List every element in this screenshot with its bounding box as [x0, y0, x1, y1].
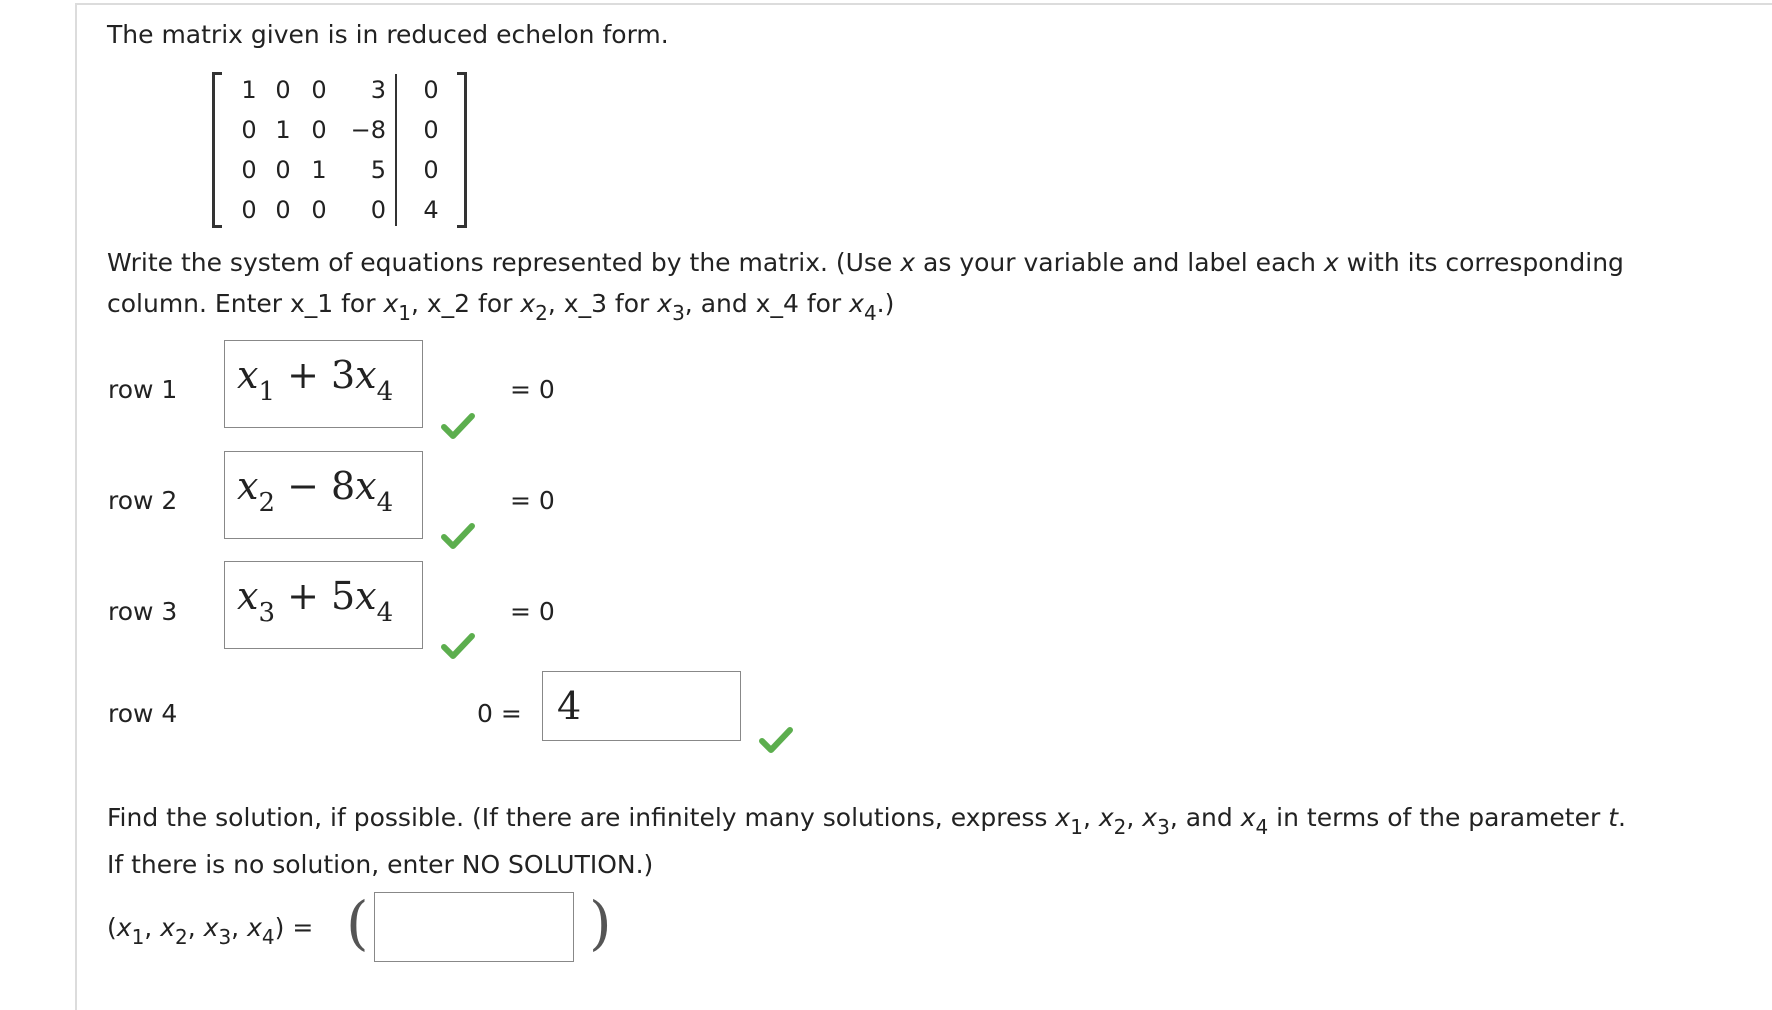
row-3-answer-value: $x_3 + 5x_4$ — [237, 574, 394, 628]
row-1-answer-input[interactable] — [224, 340, 423, 428]
matrix-cell: 0 — [423, 116, 439, 144]
matrix-cell: 0 — [241, 116, 257, 144]
intro-text: The matrix given is in reduced echelon form. — [107, 20, 669, 49]
matrix-cell: 1 — [275, 116, 291, 144]
check-icon — [441, 632, 475, 660]
solution-input[interactable] — [374, 892, 574, 962]
solution-lhs: ($x_1$, $x_2$, $x_3$, $x_4$) = — [107, 913, 314, 949]
row-2-label: row 2 — [108, 486, 178, 515]
matrix-cell: 0 — [423, 76, 439, 104]
instructions-line-2: column. Enter x_1 for $x_1$, x_2 for $x_2$, x_3 for $x_3$, and x_4 for $x_4$.) — [107, 289, 895, 325]
solution-prompt-line-1: Find the solution, if possible. (If there are infinitely many solutions, express $x_1$, $x_2$, $x_3$, and $x_4$ in terms of the parameter t. — [107, 803, 1626, 839]
matrix-cell: 0 — [275, 156, 291, 184]
matrix-cell: 0 — [241, 156, 257, 184]
matrix-cell: 0 — [275, 76, 291, 104]
row-2-answer-value: $x_2 - 8x_4$ — [237, 464, 394, 518]
row-4-answer-value: 4 — [557, 684, 582, 728]
matrix-cell: 0 — [370, 196, 386, 224]
matrix-cell: 0 — [311, 196, 327, 224]
row-2-answer-input[interactable] — [224, 451, 423, 539]
matrix-left-bracket — [212, 72, 222, 228]
row-4-label: row 4 — [108, 699, 178, 728]
matrix-cell: −8 — [350, 116, 386, 144]
augmented-matrix — [212, 72, 468, 228]
matrix-cell: 5 — [370, 156, 386, 184]
matrix-cell: 3 — [370, 76, 386, 104]
matrix-cell: 4 — [423, 196, 439, 224]
matrix-cell: 0 — [311, 76, 327, 104]
row-4-answer-input[interactable] — [542, 671, 741, 741]
row-1-answer-value: $x_1 + 3x_4$ — [237, 353, 394, 407]
solution-close-paren: ) — [589, 889, 612, 957]
row-3-label: row 3 — [108, 597, 178, 626]
check-icon — [441, 412, 475, 440]
left-divider — [75, 3, 77, 1010]
matrix-cell: 1 — [311, 156, 327, 184]
matrix-right-bracket — [457, 72, 467, 228]
row-3-rhs: = 0 — [510, 597, 555, 626]
matrix-augment-divider — [395, 74, 397, 226]
instructions-line-1: Write the system of equations represented by the matrix. (Use x as your variable and label each x with its corresponding — [107, 248, 1624, 277]
row-1-rhs: = 0 — [510, 375, 555, 404]
top-divider — [76, 3, 1772, 5]
matrix-cell: 0 — [275, 196, 291, 224]
matrix-cell: 0 — [423, 156, 439, 184]
check-icon — [759, 726, 793, 754]
row-2-rhs: = 0 — [510, 486, 555, 515]
row-4-lhs: 0 = — [477, 699, 522, 728]
matrix-cell: 0 — [311, 116, 327, 144]
solution-open-paren: ( — [346, 889, 369, 957]
row-1-label: row 1 — [108, 375, 178, 404]
row-3-answer-input[interactable] — [224, 561, 423, 649]
matrix-cell: 1 — [241, 76, 257, 104]
solution-prompt-line-2: If there is no solution, enter NO SOLUTION.) — [107, 850, 654, 879]
check-icon — [441, 522, 475, 550]
matrix-cell: 0 — [241, 196, 257, 224]
